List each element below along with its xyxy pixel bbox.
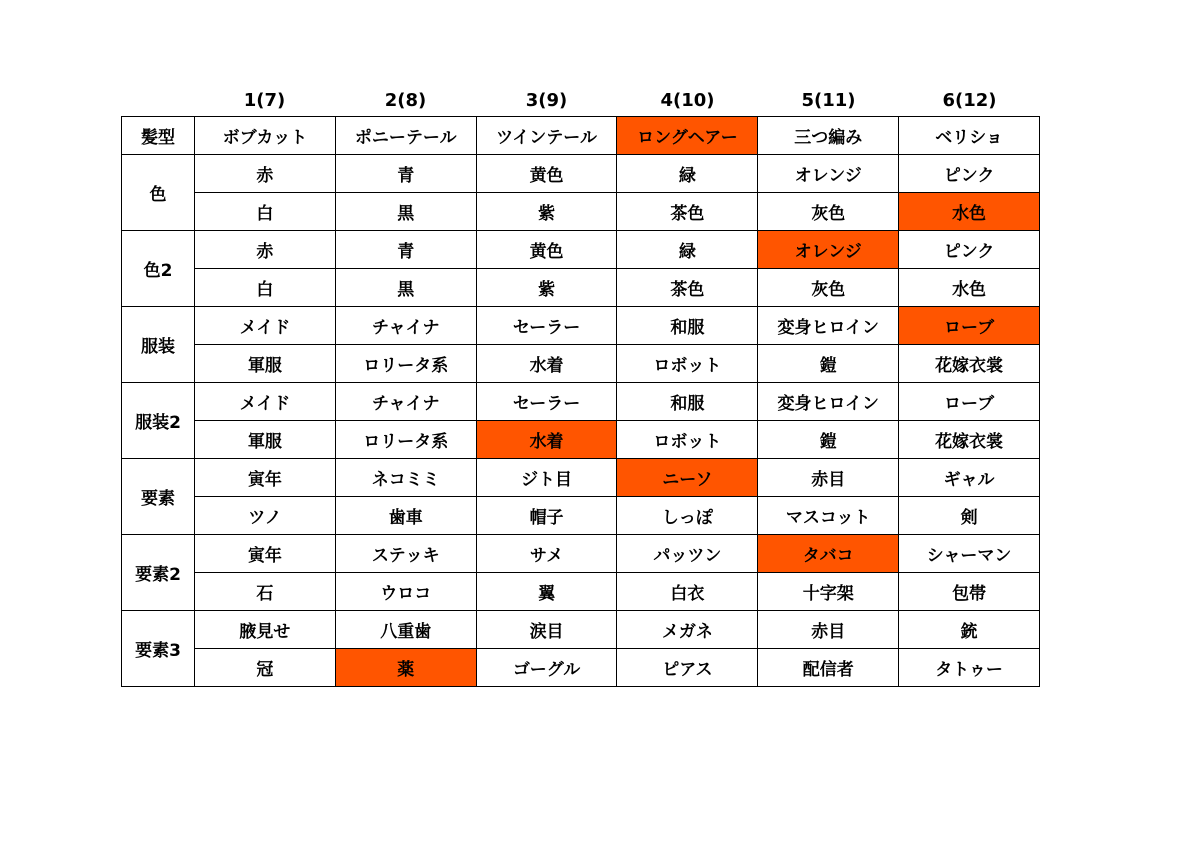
table-cell: サメ: [476, 535, 617, 573]
table-cell: 白衣: [617, 573, 758, 611]
table-cell: 腋見せ: [195, 611, 336, 649]
highlighted-cell: 水着: [476, 421, 617, 459]
table-row: [122, 497, 1040, 535]
table-cell: ロリータ系: [335, 345, 476, 383]
table-cell: ボブカット: [195, 117, 336, 155]
category-label: 要素2: [122, 535, 195, 611]
table-cell: ツノ: [195, 497, 336, 535]
table-cell: 軍服: [195, 345, 336, 383]
table-cell: 和服: [617, 307, 758, 345]
table-cell: 八重歯: [335, 611, 476, 649]
category-label: 要素: [122, 459, 195, 535]
table-cell: ポニーテール: [335, 117, 476, 155]
table-row: [122, 649, 1040, 687]
table-cell: 赤: [195, 155, 336, 193]
table-cell: 冠: [195, 649, 336, 687]
column-headers: [194, 86, 1040, 116]
table-cell: 剣: [899, 497, 1040, 535]
table-row: [122, 459, 1040, 497]
table-cell: 包帯: [899, 573, 1040, 611]
column-header: 3(9): [525, 90, 568, 111]
table-cell: セーラー: [476, 307, 617, 345]
table-cell: 三つ編み: [758, 117, 899, 155]
table-cell: 軍服: [195, 421, 336, 459]
category-label: 色2: [122, 231, 195, 307]
table-cell: 寅年: [195, 459, 336, 497]
table-cell: ウロコ: [335, 573, 476, 611]
category-label: 服装2: [122, 383, 195, 459]
table-cell: 青: [335, 155, 476, 193]
table-cell: 紫: [476, 193, 617, 231]
table-cell: ギャル: [899, 459, 1040, 497]
table-cell: 翼: [476, 573, 617, 611]
highlighted-cell: ローブ: [899, 307, 1040, 345]
table-cell: しっぽ: [617, 497, 758, 535]
column-header: 1(7): [243, 90, 286, 111]
table-cell: ステッキ: [335, 535, 476, 573]
table-cell: チャイナ: [335, 383, 476, 421]
table-cell: 花嫁衣裳: [899, 421, 1040, 459]
table-cell: 緑: [617, 155, 758, 193]
table-cell: メイド: [195, 383, 336, 421]
table-cell: 赤目: [758, 459, 899, 497]
category-label: 要素3: [122, 611, 195, 687]
table-cell: ロボット: [617, 345, 758, 383]
table-row: [122, 231, 1040, 269]
table-cell: 十字架: [758, 573, 899, 611]
table-row: [122, 611, 1040, 649]
table-row: [122, 421, 1040, 459]
table-cell: ローブ: [899, 383, 1040, 421]
table-cell: 帽子: [476, 497, 617, 535]
choice-table: [121, 116, 1040, 687]
column-header: 5(11): [801, 90, 856, 111]
table-cell: ロボット: [617, 421, 758, 459]
table-cell: マスコット: [758, 497, 899, 535]
category-label: 服装: [122, 307, 195, 383]
table-row: [122, 269, 1040, 307]
table-cell: 黄色: [476, 155, 617, 193]
table-cell: ゴーグル: [476, 649, 617, 687]
table-cell: 紫: [476, 269, 617, 307]
highlighted-cell: ニーソ: [617, 459, 758, 497]
table-cell: 水色: [899, 269, 1040, 307]
table-cell: 黄色: [476, 231, 617, 269]
table-cell: パッツン: [617, 535, 758, 573]
table-row: [122, 117, 1040, 155]
table-cell: 鎧: [758, 345, 899, 383]
column-header: 2(8): [384, 90, 427, 111]
table-cell: 和服: [617, 383, 758, 421]
highlighted-cell: タバコ: [758, 535, 899, 573]
table-cell: メイド: [195, 307, 336, 345]
table-row: [122, 155, 1040, 193]
table-cell: 配信者: [758, 649, 899, 687]
table-cell: 黒: [335, 193, 476, 231]
table-cell: 銃: [899, 611, 1040, 649]
table-cell: 涙目: [476, 611, 617, 649]
table-cell: 緑: [617, 231, 758, 269]
table-cell: ピアス: [617, 649, 758, 687]
highlighted-cell: 水色: [899, 193, 1040, 231]
table-cell: 灰色: [758, 193, 899, 231]
table-row: [122, 573, 1040, 611]
table-cell: 水着: [476, 345, 617, 383]
table-cell: セーラー: [476, 383, 617, 421]
table-cell: ピンク: [899, 155, 1040, 193]
table-cell: 寅年: [195, 535, 336, 573]
highlighted-cell: 薬: [335, 649, 476, 687]
table-cell: 歯車: [335, 497, 476, 535]
table-cell: 鎧: [758, 421, 899, 459]
table-row: [122, 193, 1040, 231]
highlighted-cell: オレンジ: [758, 231, 899, 269]
table-cell: ロリータ系: [335, 421, 476, 459]
table-cell: ネコミミ: [335, 459, 476, 497]
category-label: 髪型: [122, 117, 195, 155]
table-row: [122, 535, 1040, 573]
table-cell: 赤: [195, 231, 336, 269]
table-cell: オレンジ: [758, 155, 899, 193]
table-cell: 赤目: [758, 611, 899, 649]
table-cell: 石: [195, 573, 336, 611]
table-cell: 変身ヒロイン: [758, 307, 899, 345]
table-row: [122, 383, 1040, 421]
table-cell: タトゥー: [899, 649, 1040, 687]
table-cell: 白: [195, 193, 336, 231]
highlighted-cell: ロングヘアー: [617, 117, 758, 155]
table-cell: ベリショ: [899, 117, 1040, 155]
table-cell: ジト目: [476, 459, 617, 497]
table-cell: メガネ: [617, 611, 758, 649]
column-header: 4(10): [660, 90, 715, 111]
table-cell: 灰色: [758, 269, 899, 307]
table-cell: ツインテール: [476, 117, 617, 155]
table-cell: ピンク: [899, 231, 1040, 269]
table-row: [122, 345, 1040, 383]
table-cell: チャイナ: [335, 307, 476, 345]
category-label: 色: [122, 155, 195, 231]
table-cell: 白: [195, 269, 336, 307]
table-cell: 青: [335, 231, 476, 269]
table-cell: 花嫁衣裳: [899, 345, 1040, 383]
column-header: 6(12): [942, 90, 997, 111]
table-cell: 変身ヒロイン: [758, 383, 899, 421]
table-cell: 茶色: [617, 269, 758, 307]
table-row: [122, 307, 1040, 345]
table-cell: 黒: [335, 269, 476, 307]
table-cell: 茶色: [617, 193, 758, 231]
table-cell: シャーマン: [899, 535, 1040, 573]
